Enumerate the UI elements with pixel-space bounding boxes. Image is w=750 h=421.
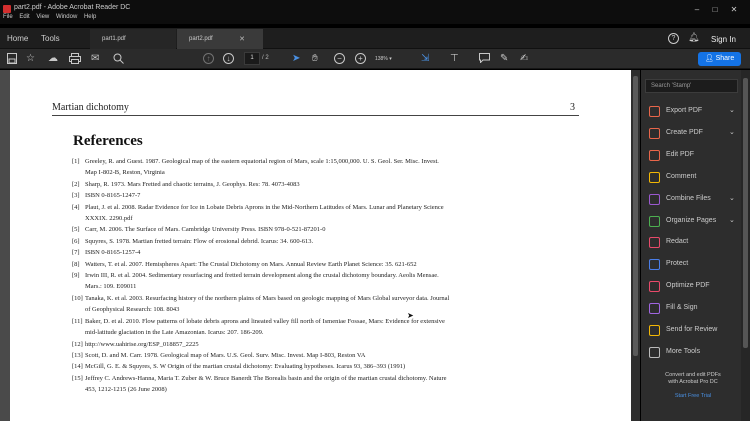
main-toolbar [0,49,750,69]
tool-label: Create PDF [666,128,703,136]
create-pdf-icon [649,128,660,139]
zoom-out-icon[interactable]: − [334,53,345,65]
tool-label: More Tools [666,347,701,355]
reference-number: [8] [72,260,80,268]
comment-tool-icon[interactable] [479,53,490,67]
comment-icon [649,172,660,183]
share-user-icon: 👤︎ [704,55,716,62]
reference-item [72,190,572,201]
select-cursor-icon[interactable]: ➤ [292,53,301,64]
reference-item [72,202,572,225]
start-free-trial-link[interactable]: Start Free Trial [674,393,712,399]
menu-edit[interactable]: Edit [19,14,30,20]
reference-text: ISBN 0-8165-1257-4 [85,249,141,257]
sign-icon[interactable]: ✍︎ [520,53,529,64]
reference-text: Squyres, S. 1978. Martian fretted terrain: Flow of erosional debrid. Icarus: 34. 600-613. [85,237,314,245]
reference-text: Scott, D. and M. Carr. 1978. Geological map of Mars. U.S. Geol. Surv. Misc. Invest. Map I-803, Reston VA [85,351,366,359]
organize-pages-icon [649,216,660,227]
close-icon[interactable]: ✕ [730,5,738,14]
scrollbar-thumb[interactable] [633,76,638,356]
hand-tool-icon[interactable]: ✋︎ [312,53,318,64]
chevron-down-icon[interactable]: ⌄ [729,107,735,114]
tool-label: Redact [666,238,689,246]
reference-number: [13] [72,351,83,359]
reference-item [72,270,572,293]
tool-label: Edit PDF [666,150,695,158]
reference-item [72,224,572,235]
tool-label: Send for Review [666,326,718,333]
print-icon[interactable] [69,53,81,68]
document-scrollbar[interactable] [631,70,640,421]
tool-protect[interactable] [649,257,739,273]
tools-search-input[interactable]: Search 'Stamp' [645,79,738,93]
chevron-down-icon[interactable]: ⌄ [729,128,735,136]
reference-text: Tanaka, K. et al. 2003. Resurfacing history of the northern plains of Mars based on geologic mapping of Mars Global surveyor data. Journal of Geophysical Research: 108. 8043 [85,294,450,314]
tool-label: Organize Pages [666,216,717,224]
reference-text: http://www.uahirise.org/ESP_018857_2225 [85,340,199,348]
scroll-mode-icon[interactable]: ⊤ [450,53,459,64]
tab-document-part1[interactable] [90,29,176,49]
reference-number: [14] [72,363,83,371]
tool-label: Combine Files [666,194,711,202]
total-pages: / 2 [262,55,269,61]
tool-label: Fill & Sign [666,304,698,312]
tools-pane [641,70,750,421]
tool-export-pdf[interactable] [649,104,739,120]
edit-pdf-icon [649,150,660,161]
tool-edit-pdf[interactable] [649,148,739,164]
reference-number: [7] [72,249,80,257]
reference-item [72,373,572,396]
chevron-down-icon[interactable]: ⌄ [729,216,735,224]
zoom-level: 138% [375,56,388,62]
reference-number: [11] [72,317,83,325]
highlight-pen-icon[interactable]: ✎ [500,53,509,64]
reference-text: ISBN 0-8165-1247-7 [85,192,141,200]
reference-item [72,179,572,190]
close-tab-icon[interactable]: ✕ [239,36,245,43]
tool-label: Optimize PDF [666,282,710,290]
reference-number: [6] [72,237,80,245]
menu-file[interactable]: File [3,14,13,20]
tab-home[interactable]: Home [7,34,29,43]
tool-combine-files[interactable] [649,192,739,208]
window-title: part2.pdf - Adobe Acrobat Reader DC [14,4,131,11]
reference-text: Jeffrey C. Andrews-Hanna, Maria T. Zuber & W. Bruce Banerdt The Borealis basin and the origin of the martian crustal dichotomy. Nature 453, 1212-1215 (26 June 2008) [85,374,447,394]
reference-number: [5] [72,226,80,234]
zoom-in-icon[interactable]: + [355,53,366,65]
send-review-icon [649,325,660,336]
reference-text: Watters, T. et al. 2007. Hemispheres Apart: The Crustal Dichotomy on Mars. Annual Review Earth Planet Science: 35. 621-652 [85,260,417,268]
promo-text: Convert and edit PDFs with Acrobat Pro DC [665,372,721,385]
tool-more-tools[interactable] [649,345,739,361]
reference-item [72,350,572,361]
menu-view[interactable]: View [36,14,50,20]
chevron-down-icon: ▾ [389,56,392,62]
optimize-pdf-icon [649,281,660,292]
scrollbar-thumb[interactable] [743,78,748,348]
reference-item [72,156,572,179]
pdf-page [10,70,631,421]
export-pdf-icon [649,106,660,117]
save-icon[interactable] [7,53,17,68]
zoom-level-select[interactable] [375,53,407,65]
share-label: Share [715,55,735,62]
reference-number: [2] [72,180,80,188]
acrobat-logo-icon [3,5,11,13]
upload-cloud-icon[interactable]: ☁ [48,53,58,64]
tab-document-label: part2.pdf [189,36,213,42]
reference-text: Irwin III, R. et al. 2004. Sedimentary resurfacing and fretted terrain development along the crustal dichotomy boundary. Aeolis Mensae. Mars.: 109. E09011 [85,272,439,291]
reference-text: Sharp, R. 1973. Mars Fretted and chaotic terrains, J. Geophys. Res: 78. 4073-4083 [85,180,300,188]
reference-item [72,236,572,247]
reference-number: [9] [72,272,80,280]
next-page-icon[interactable]: ↓ [223,53,234,65]
tool-label: Comment [666,172,697,180]
minimize-icon[interactable]: – [694,5,700,14]
menu-bar [3,14,101,20]
tab-document-label: part1.pdf [102,36,126,42]
bookmark-star-icon[interactable]: ☆ [26,53,35,64]
reference-text: Carr, M. 2006. The Surface of Mars. Cambridge University Press. ISBN 978-0-521-87201-0 [85,226,326,234]
tool-label: Protect [666,260,689,268]
tab-bar [0,28,750,49]
reference-text: McGill, G. E. & Squyres, S. W Origin of the martian crustal dichotomy: Evaluating hypotheses. Icarus 93, 386–393 (1991) [85,363,406,371]
reference-item [72,361,572,372]
tool-optimize-pdf[interactable] [649,279,739,295]
combine-files-icon [649,194,660,205]
protect-icon [649,259,660,270]
redact-icon [649,237,660,248]
tab-document-part2[interactable] [177,29,263,49]
reference-item [72,339,572,350]
tool-comment[interactable] [649,170,739,186]
mouse-pointer-icon: ➤ [407,311,414,320]
running-head: Martian dichotomy [52,102,129,113]
tool-organize-pages[interactable] [649,214,739,230]
reference-number: [4] [72,203,80,211]
reference-list [72,156,572,396]
more-tools-icon [649,347,660,358]
notification-bell-icon[interactable]: 🔔︎ [688,32,700,42]
search-icon[interactable] [113,53,124,68]
help-icon[interactable]: ? [668,33,679,44]
menu-help[interactable]: Help [83,14,97,20]
maximize-icon[interactable]: □ [712,5,718,14]
title-bar [0,0,750,24]
fill-sign-icon [649,303,660,314]
sign-in-button[interactable]: Sign In [711,35,736,44]
reference-number: [1] [72,158,80,165]
page-number: 3 [570,102,575,113]
reference-item [72,293,572,316]
tool-redact[interactable] [649,235,739,251]
menu-window[interactable]: Window [55,14,78,20]
tool-label: Export PDF [666,107,703,114]
current-page-input[interactable]: 1 [244,52,260,65]
tools-pane-scrollbar[interactable] [741,70,750,421]
chevron-down-icon[interactable]: ⌄ [729,194,735,202]
tab-tools[interactable]: Tools [41,34,60,43]
reference-item [72,247,572,258]
header-divider [52,115,579,116]
email-icon[interactable]: ✉ [91,53,100,64]
reference-number: [12] [72,340,83,348]
tool-send-for-review[interactable] [649,323,739,339]
reference-number: [15] [72,374,83,382]
reference-text: Baker, D. et al. 2010. Flow patterns of lobate debris aprons and lineated valley fill north of Ismeniae Fossae, Mars: Evidence for extensive mid-latitude glaciation in the Late Amazonian. Icarus: 207. 186-209. [85,317,445,337]
reference-item [72,259,572,270]
reference-number: [10] [72,294,83,302]
section-title: References [73,133,143,149]
tool-create-pdf[interactable] [649,126,739,142]
reference-text: Greeley, R. and Guest. 1987. Geological map of the eastern equatorial region of Mars, scale 1:15,000,000. U. S. Geol. Ser. Misc. Invest. Map I-802-B, Reston, Virginia [85,158,439,177]
reference-item [72,316,572,339]
previous-page-icon[interactable]: ↑ [203,53,214,65]
reference-text: Plaut, J. et al. 2008. Radar Evidence for Ice in Lobate Debris Aprons in the Mid-Northern Latitudes of Mars. Lunar and Planetary Science XXXIX. 2290.pdf [85,203,444,223]
document-viewport[interactable] [0,70,640,421]
reference-number: [3] [72,192,80,200]
fit-page-icon[interactable]: ⇲ [421,53,430,64]
tool-fill-sign[interactable] [649,301,739,317]
share-button[interactable] [698,52,741,66]
